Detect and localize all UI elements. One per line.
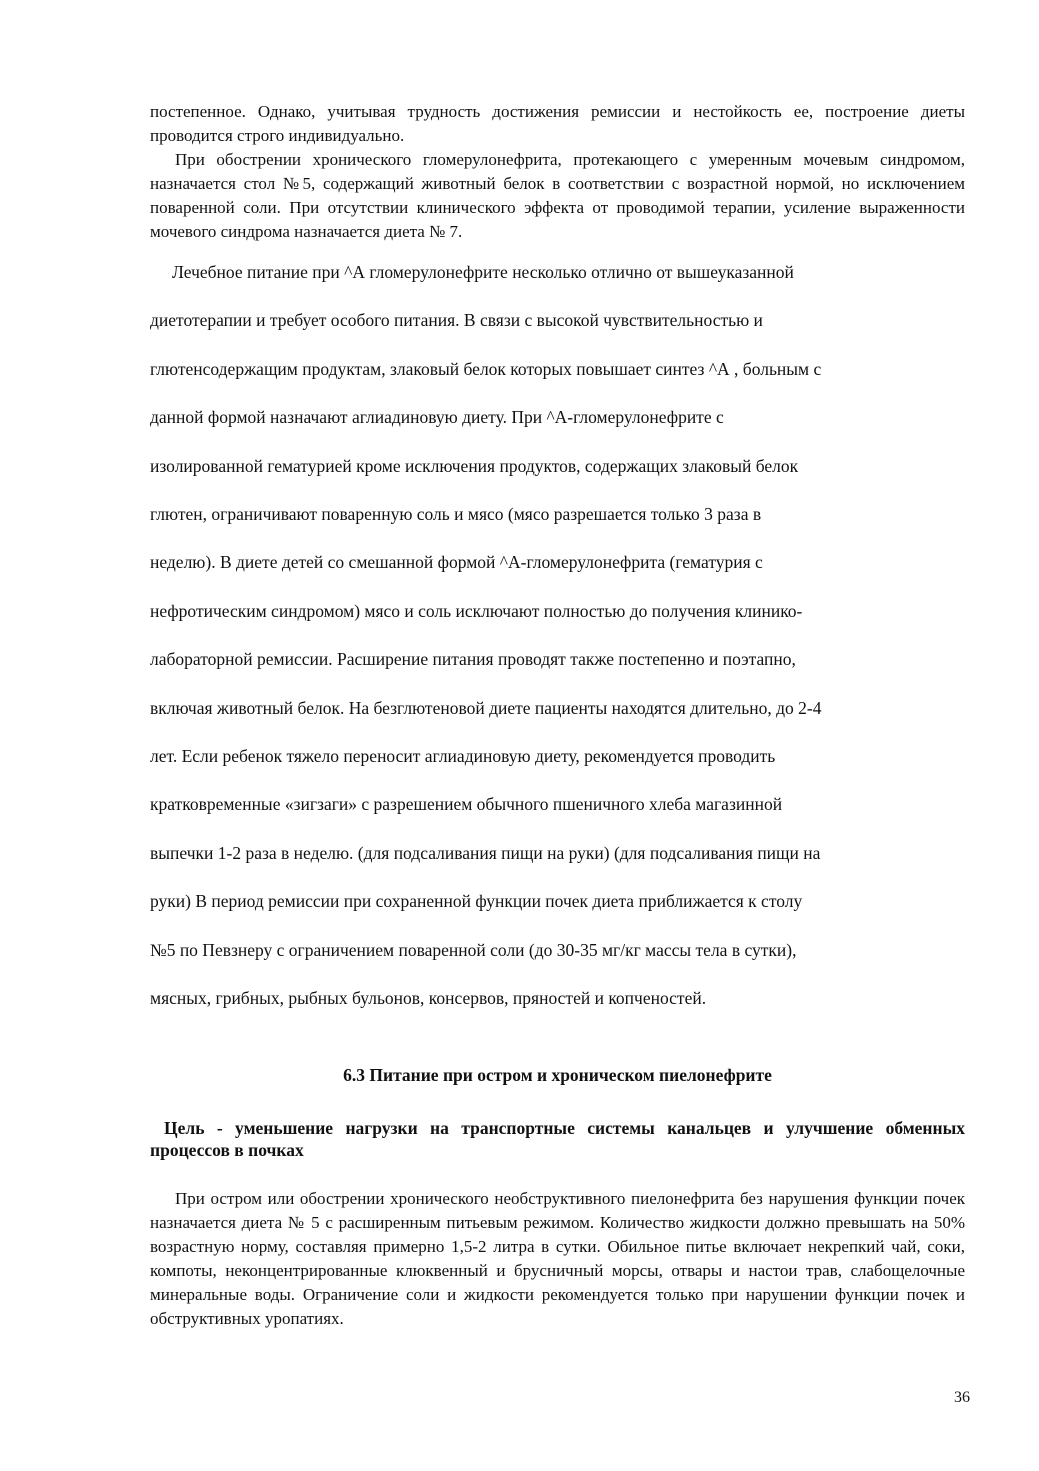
text-line: руки) В период ремиссии при сохраненной функции почек диета приближается к столу [150,891,803,912]
text-line: Лечебное питание при ^А гломерулонефрите несколько отлично от вышеуказанной [172,262,794,282]
section-heading: 6.3 Питание при остром и хроническом пиелонефрите [343,1064,772,1085]
text-line: мясных, грибных, рыбных бульонов, консервов, пряностей и копченостей. [150,988,707,1009]
goal-statement: Цель - уменьшение нагрузки на транспортные системы канальцев и улучшение обменных процессов в почках [150,1117,965,1160]
text-line: лабораторной ремиссии. Расширение питания проводят также постепенно и поэтапно, [150,649,796,670]
paragraph-intro: постепенное. Однако, учитывая трудность достижения ремиссии и нестойкость ее, построение диеты проводится строго индивидуально. [150,102,965,145]
text-line: №5 по Певзнеру с ограничением поваренной соли (до 30-35 мг/кг массы тела в сутки), [150,939,797,960]
page-number: 36 [954,1389,970,1406]
text-line: нефротическим синдромом) мясо и соль исключают полностью до получения клинико- [150,600,803,621]
text-line: диетотерапии и требует особого питания. В связи с высокой чувствительностью и [150,310,763,331]
document-page [150,100,965,1331]
text-line: кратковременные «зигзаги» с разрешением обычного пшеничного хлеба магазинной [150,794,783,815]
text-line: лет. Если ребенок тяжело переносит аглиадиновую диету, рекомендуется проводить [150,746,776,767]
paragraph-exacerbation: При обострении хронического гломерулонефрита, протекающего с умеренным мочевым синдромом, назначается стол №5, содержащий животный белок в соответствии с возрастной нормой, но исключением поваренной соли. При отсутствии клинического эффекта от проводимой терапии, усиление выраженности мочевого синдрома назначается диета № 7. [150,150,965,241]
text-line: глютенсодержащим продуктам, злаковый белок которых повышает синтез ^А , больным с [150,358,822,379]
text-line: изолированной гематурией кроме исключения продуктов, содержащих злаковый белок [150,455,799,476]
text-line: неделю). В диете детей со смешанной формой ^А-гломерулонефрита (гематурия с [150,552,763,573]
text-line: включая животный белок. На безглютеновой диете пациенты находятся длительно, до 2-4 [150,697,822,718]
paragraph-pyelonephritis: При остром или обострении хронического необструктивного пиелонефрита без нарушения функции почек назначается диета № 5 с расширенным питьевым режимом. Количество жидкости должно превышать на 50% возрастную норму, составляя примерно 1,5-2 литра в сутки. Обильное питье включает некрепкий чай, соки, компоты, неконцентрированные клюквенный и брусничный морсы, отвары и настои трав, слабощелочные минеральные воды. Ограничение соли и жидкости рекомендуется только при нарушении функции почек и обструктивных уропатиях. [150,1188,965,1328]
text-line: данной формой назначают аглиадиновую диету. При ^А-гломерулонефрите с [150,407,724,428]
text-line: глютен, ограничивают поваренную соль и мясо (мясо разрешается только 3 раза в [150,504,762,525]
paragraph-iga-nutrition [150,248,965,1023]
text-line: выпечки 1-2 раза в неделю. (для подсаливания пищи на руки) (для подсаливания пищи на [150,842,821,863]
